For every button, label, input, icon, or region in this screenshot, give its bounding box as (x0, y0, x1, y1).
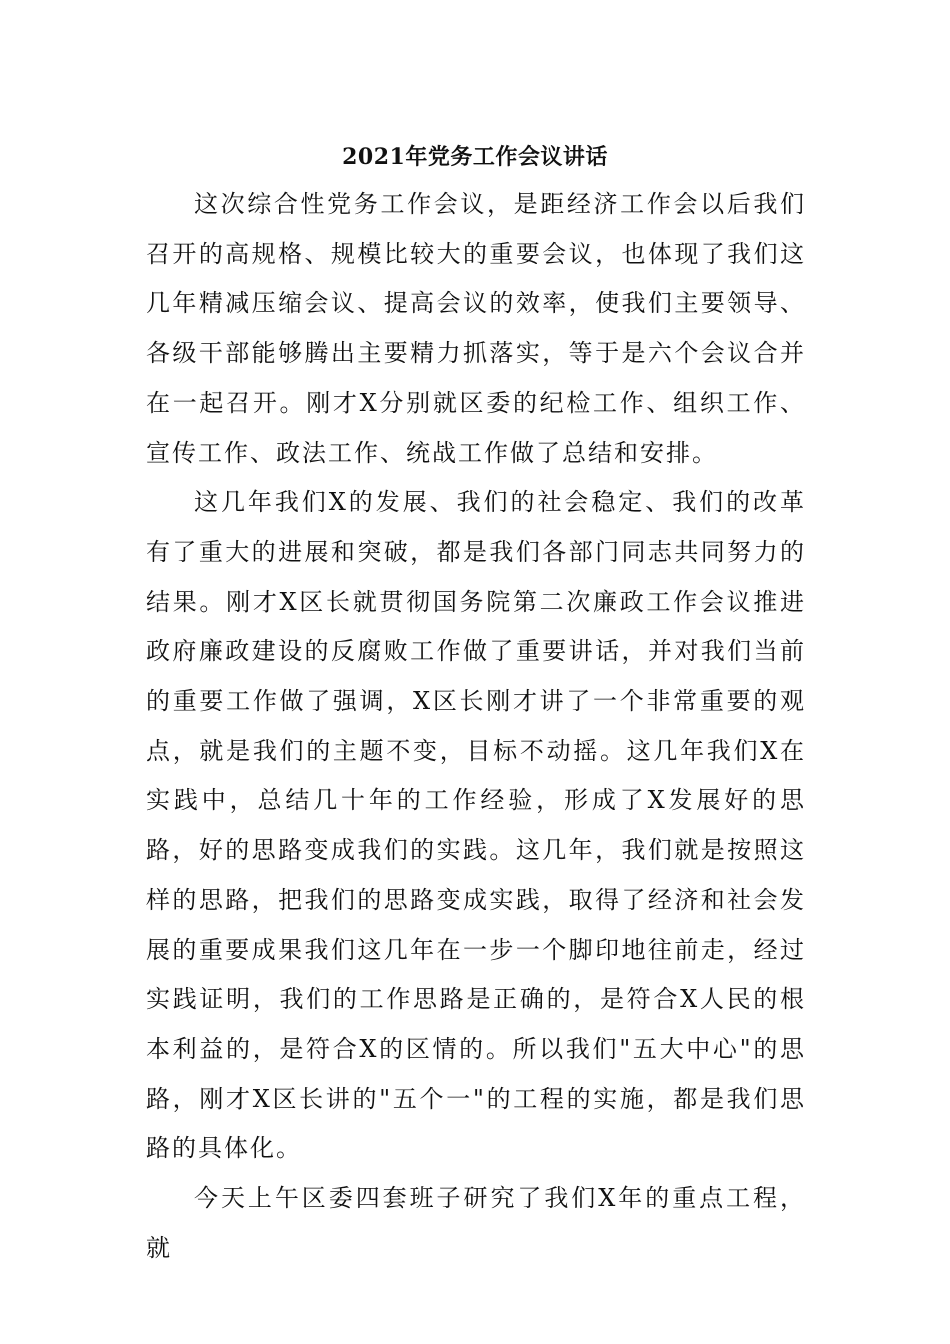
document-title: 2021年党务工作会议讲话 (342, 144, 608, 170)
paragraph-2: 这几年我们X的发展、我们的社会稳定、我们的改革有了重大的进展和突破，都是我们各部门同志共同努力的结果。刚才X区长就贯彻国务院第二次廉政工作会议推进政府廉政建设的反腐败工作做了重要讲话，并对我们当前的重要工作做了强调，X区长刚才讲了一个非常重要的观点，就是我们的主题不变，目标不动摇。这几年我们X在实践中，总结几十年的工作经验，形成了X发展好的思路，好的思路变成我们的实践。这几年，我们就是按照这样的思路，把我们的思路变成实践，取得了经济和社会发展的重要成果我们这几年在一步一个脚印地往前走，经过实践证明，我们的工作思路是正确的，是符合X人民的根本利益的，是符合X的区情的。所以我们"五大中心"的思路，刚才X区长讲的"五个一"的工程的实施，都是我们思路的具体化。 (146, 488, 806, 1163)
paragraph-1: 这次综合性党务工作会议，是距经济工作会以后我们召开的高规格、规模比较大的重要会议，也体现了我们这几年精减压缩会议、提高会议的效率，使我们主要领导、各级干部能够腾出主要精力抓落实，等于是六个会议合并在一起召开。刚才X分别就区委的纪检工作、组织工作、宣传工作、政法工作、统战工作做了总结和安排。 (146, 190, 806, 467)
document-body (146, 180, 806, 1273)
paragraph-3: 今天上午区委四套班子研究了我们X年的重点工程，就 (146, 1184, 806, 1262)
